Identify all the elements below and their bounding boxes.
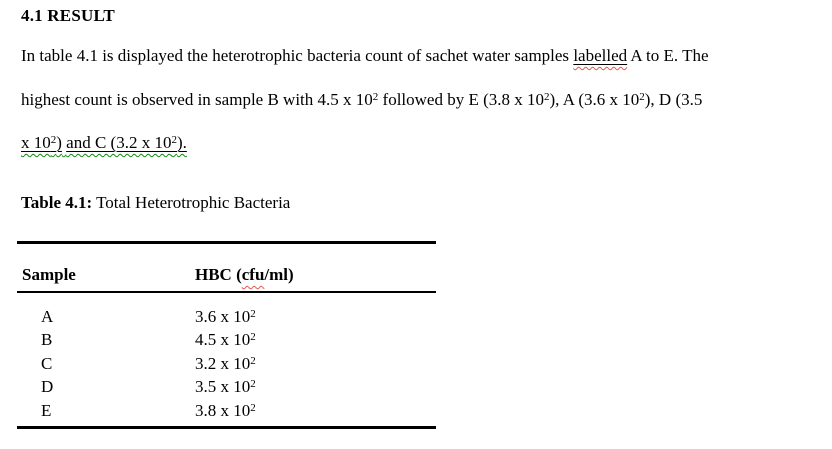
grammar-squiggle [21,133,187,152]
paragraph-text: ). [176,133,187,152]
superscript-exponent: 2 [250,401,256,414]
hbc-value-cell [195,305,256,328]
paragraph-text: x 10 [21,133,51,152]
table-header-row [17,244,436,293]
paragraph-text: ), A (3.6 x 10 [549,90,640,109]
section-heading: 4.1 RESULT [21,6,115,25]
hbc-value-cell [195,328,256,351]
paragraph-text: and C (3.2 x 10 [66,133,172,152]
sample-cell: C [41,353,53,373]
superscript-exponent: 2 [250,308,256,320]
superscript-exponent: 2 [171,134,177,146]
results-table [17,241,436,429]
hbc-value: 3.6 x 10 [195,307,251,326]
hbc-value: 3.8 x 10 [195,400,251,420]
superscript-exponent: 2 [250,378,256,391]
sample-cell: B [41,330,53,350]
underlined-phrase-a [21,133,62,152]
sample-cell: A [41,307,54,326]
sample-cell: D [41,377,54,397]
paragraph-line-2 [21,89,702,111]
superscript-exponent: 2 [544,91,550,103]
table-caption [21,193,290,213]
paragraph-text: ), D (3.5 [644,90,703,109]
superscript-exponent: 2 [372,91,379,103]
underlined-phrase-b [66,133,187,152]
paragraph-text: A to E. The [627,46,709,65]
misspelled-word-labelled: labelled [573,46,628,65]
superscript-exponent: 2 [250,331,256,344]
table-caption-title: Total Heterotrophic Bacteria [92,193,291,212]
header-text: HBC ( [195,265,242,284]
header-text: /ml) [264,265,294,284]
paragraph-line-3 [21,132,187,154]
column-header-hbc [195,265,294,285]
misspelled-word-cfu: cfu [241,265,265,284]
table-caption-label: Table 4.1: [21,193,93,212]
paragraph-text: ) [56,133,62,152]
sample-cell: E [41,400,52,420]
superscript-exponent: 2 [250,354,256,367]
column-header-sample: Sample [22,265,76,284]
table-row [17,305,436,328]
paragraph-text: In table 4.1 is displayed the heterotrophic bacteria count of sachet water samples [21,46,574,65]
superscript-exponent: 2 [639,91,645,103]
superscript-exponent: 2 [50,134,57,146]
spellcheck-squiggle [573,46,627,65]
table-body [17,293,436,426]
paragraph-text: followed by E (3.8 x 10 [378,90,545,109]
table-row [17,375,436,398]
table-row [17,352,436,375]
hbc-value-cell [195,352,256,375]
hbc-value: 3.2 x 10 [195,353,251,373]
paragraph-line-1 [21,45,709,67]
hbc-value-cell [195,399,256,422]
table-row [17,399,436,422]
hbc-value-cell [195,375,256,398]
table-row [17,328,436,351]
hbc-value: 4.5 x 10 [195,330,251,350]
paragraph-text: highest count is observed in sample B with 4.5 x 10 [21,90,373,109]
hbc-value: 3.5 x 10 [195,377,251,397]
